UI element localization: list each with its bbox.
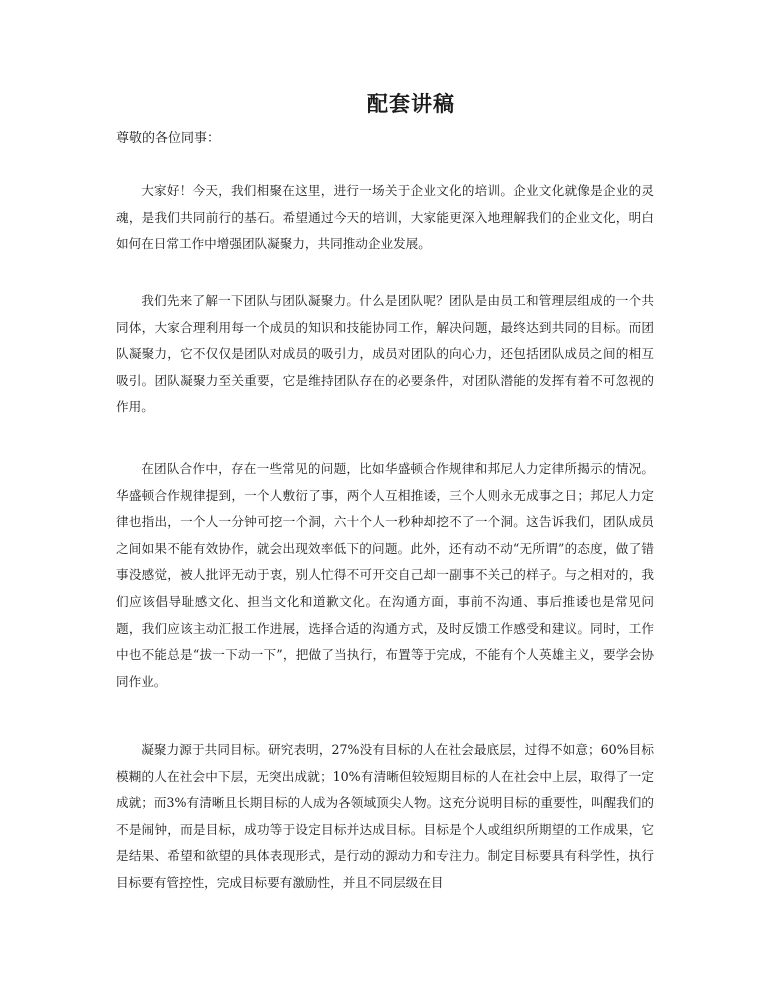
document-title: 配套讲稿 <box>367 91 455 116</box>
paragraph-team-cohesion: 我们先来了解一下团队与团队凝聚力。什么是团队呢？团队是由员工和管理层组成的一个共同体，大家合理利用每一个成员的知识和技能协同工作，解决问题，最终达到共同的目标。而团队凝聚力，它不仅仅是团队对成员的吸引力，成员对团队的向心力，还包括团队成员之间的相互吸引。团队凝聚力至关重要，它是维持团队存在的必要条件，对团队潜能的发挥有着不可忽视的作用。 <box>116 293 654 415</box>
paragraph-common-goals: 凝聚力源于共同目标。研究表明，27%没有目标的人在社会最底层，过得不如意；60%目标模糊的人在社会中下层，无突出成就；10%有清晰但较短期目标的人在社会中上层，取得了一定成就；而3%有清晰且长期目标的人成为各领域顶尖人物。这充分说明目标的重要性，叫醒我们的不是闹钟，而是目标，成功等于设定目标并达成目标。目标是个人或组织所期望的工作成果，它是结果、希望和欲望的具体表现形式，是行动的源动力和专注力。制定目标要具有科学性，执行目标要有管控性，完成目标要有激励性，并且不同层级在目 <box>116 742 654 890</box>
paragraph-intro: 大家好！今天，我们相聚在这里，进行一场关于企业文化的培训。企业文化就像是企业的灵魂，是我们共同前行的基石。希望通过今天的培训，大家能更深入地理解我们的企业文化，明白如何在日常工作中增强团队凝聚力，共同推动企业发展。 <box>116 183 654 252</box>
paragraph-team-problems: 在团队合作中，存在一些常见的问题，比如华盛顿合作规律和邦尼人力定律所揭示的情况。华盛顿合作规律提到，一个人敷衍了事，两个人互相推诿，三个人则永无成事之日；邦尼人力定律也指出，一个人一分钟可挖一个洞，六十个人一秒种却挖不了一个洞。这告诉我们，团队成员之间如果不能有效协作，就会出现效率低下的问题。此外，还有动不动“无所谓”的态度，做了错事没感觉，被人批评无动于衷，别人忙得不可开交自己却一副事不关己的样子。与之相对的，我们应该倡导耻感文化、担当文化和道歉文化。在沟通方面，事前不沟通、事后推诿也是常见问题，我们应该主动汇报工作进展，选择合适的沟通方式，及时反馈工作感受和建议。同时，工作中也不能总是“拔一下动一下”，把做了当执行，布置等于完成，不能有个人英雄主义，要学会协同作业。 <box>116 461 654 689</box>
salutation: 尊敬的各位同事： <box>116 131 221 146</box>
